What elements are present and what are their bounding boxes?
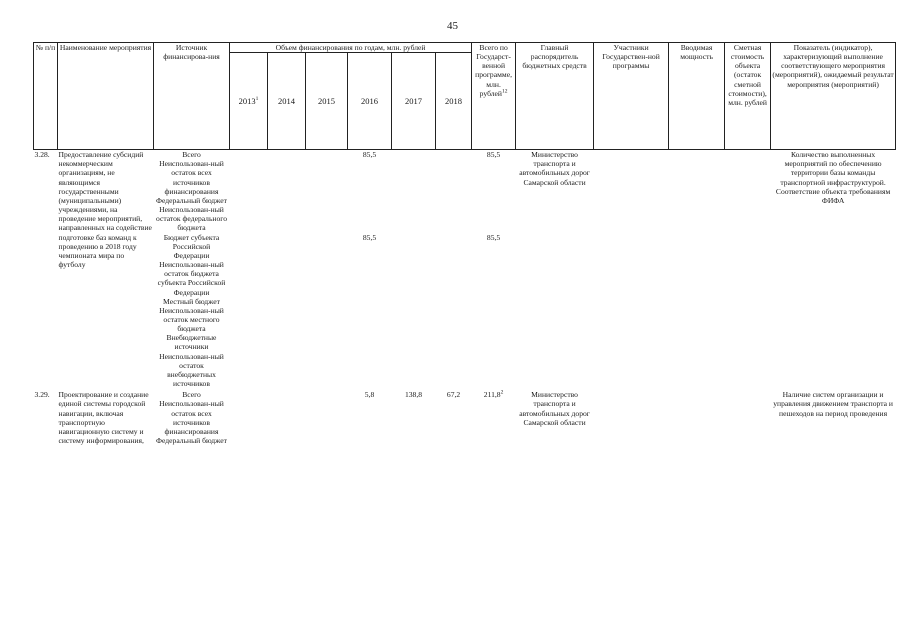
header-year-2014: 2014 (268, 53, 306, 150)
source-cell: Неиспользован-ный остаток бюджета субъекта Российской Федерации Местный бюджет Неиспользован-ный остаток местного бюджета Внебюджетные источники Неиспользован-ный остаток внебюджетных источников (157, 260, 226, 389)
row-num: 3.29. (34, 390, 50, 400)
source-cell: Неиспользован-ный остаток всех источников финансирования Федеральный бюджет (156, 399, 227, 445)
header-capacity: Вводимая мощность (669, 43, 725, 150)
value-2016: 5,8 (364, 390, 375, 400)
header-year-2017: 2017 (392, 53, 436, 150)
value-2018: 67,2 (446, 390, 461, 400)
row-indicator: Наличие систем организации и управления движением транспорта и пешеходов на период проведения (773, 390, 893, 418)
table-row (34, 150, 896, 160)
page-number: 45 (447, 20, 458, 32)
row-indicator: Количество выполненных мероприятий по обеспечению территории базы команды транспортной инфраструктурой. Соответствие объекта требованиям ФИФА (771, 150, 896, 389)
value-total: 85,5 (486, 232, 501, 242)
value-2016: 85,5 (348, 150, 392, 160)
row-name: Проектирование и создание единой системы городской навигации, включая транспортную навигационную систему и систему информирования, (58, 390, 149, 445)
source-cell: Всего (182, 390, 201, 400)
source-cell: Неиспользован-ный остаток всех источников финансирования Федеральный бюджет Неиспользован-ный остаток федерального бюджета (155, 159, 228, 233)
value-2016: 85,5 (362, 232, 377, 242)
header-manager: Главный распорядитель бюджетных средств (516, 43, 594, 150)
value-2017: 138,8 (404, 390, 423, 400)
header-name: Наименование мероприятия (58, 43, 154, 150)
header-source: Источник финансирова-ния (154, 43, 230, 150)
source-cell: Всего (154, 150, 230, 160)
source-cell: Бюджет субъекта Российской Федерации (163, 232, 220, 260)
header-num: № п/п (34, 43, 58, 150)
header-total: Всего по Государст-венной программе, млн. рублей$^{12}$ (472, 43, 516, 150)
financing-table (33, 42, 896, 445)
header-volume: Объем финансирования по годам, млн. рублей (230, 43, 472, 53)
header-estimate: Сметная стоимость объекта (остаток сметной стоимости), млн. рублей (725, 43, 771, 150)
header-year-2018: 2018 (436, 53, 472, 150)
header-participants: Участники Государствен-ной программы (594, 43, 669, 150)
row-name: Предоставление субсидий некоммерческим организациям, не являющимся государственными (муниципальными) учреждениями, на проведение мероприятий, направленных на содействие подготовке баз команд к проведению в 2018 году чемпионата мира по футболу (58, 150, 154, 389)
header-year-2016: 2016 (348, 53, 392, 150)
value-total: 85,5 (472, 150, 516, 160)
header-year-2013: 2013$^1$ (230, 53, 268, 150)
row-manager: Министерство транспорта и автомобильных дорог Самарской области (516, 150, 594, 389)
header-indicator: Показатель (индикатор), характеризующий выполнение соответствующего мероприятия (мероприятий), ожидаемый результат мероприятия (мероприятий) (771, 43, 896, 150)
header-year-2015: 2015 (306, 53, 348, 150)
row-num: 3.28. (34, 150, 58, 389)
table-row (34, 388, 896, 399)
value-total: 211,8$^2$ (483, 389, 504, 400)
row-manager: Министерство транспорта и автомобильных дорог Самарской области (519, 390, 590, 427)
